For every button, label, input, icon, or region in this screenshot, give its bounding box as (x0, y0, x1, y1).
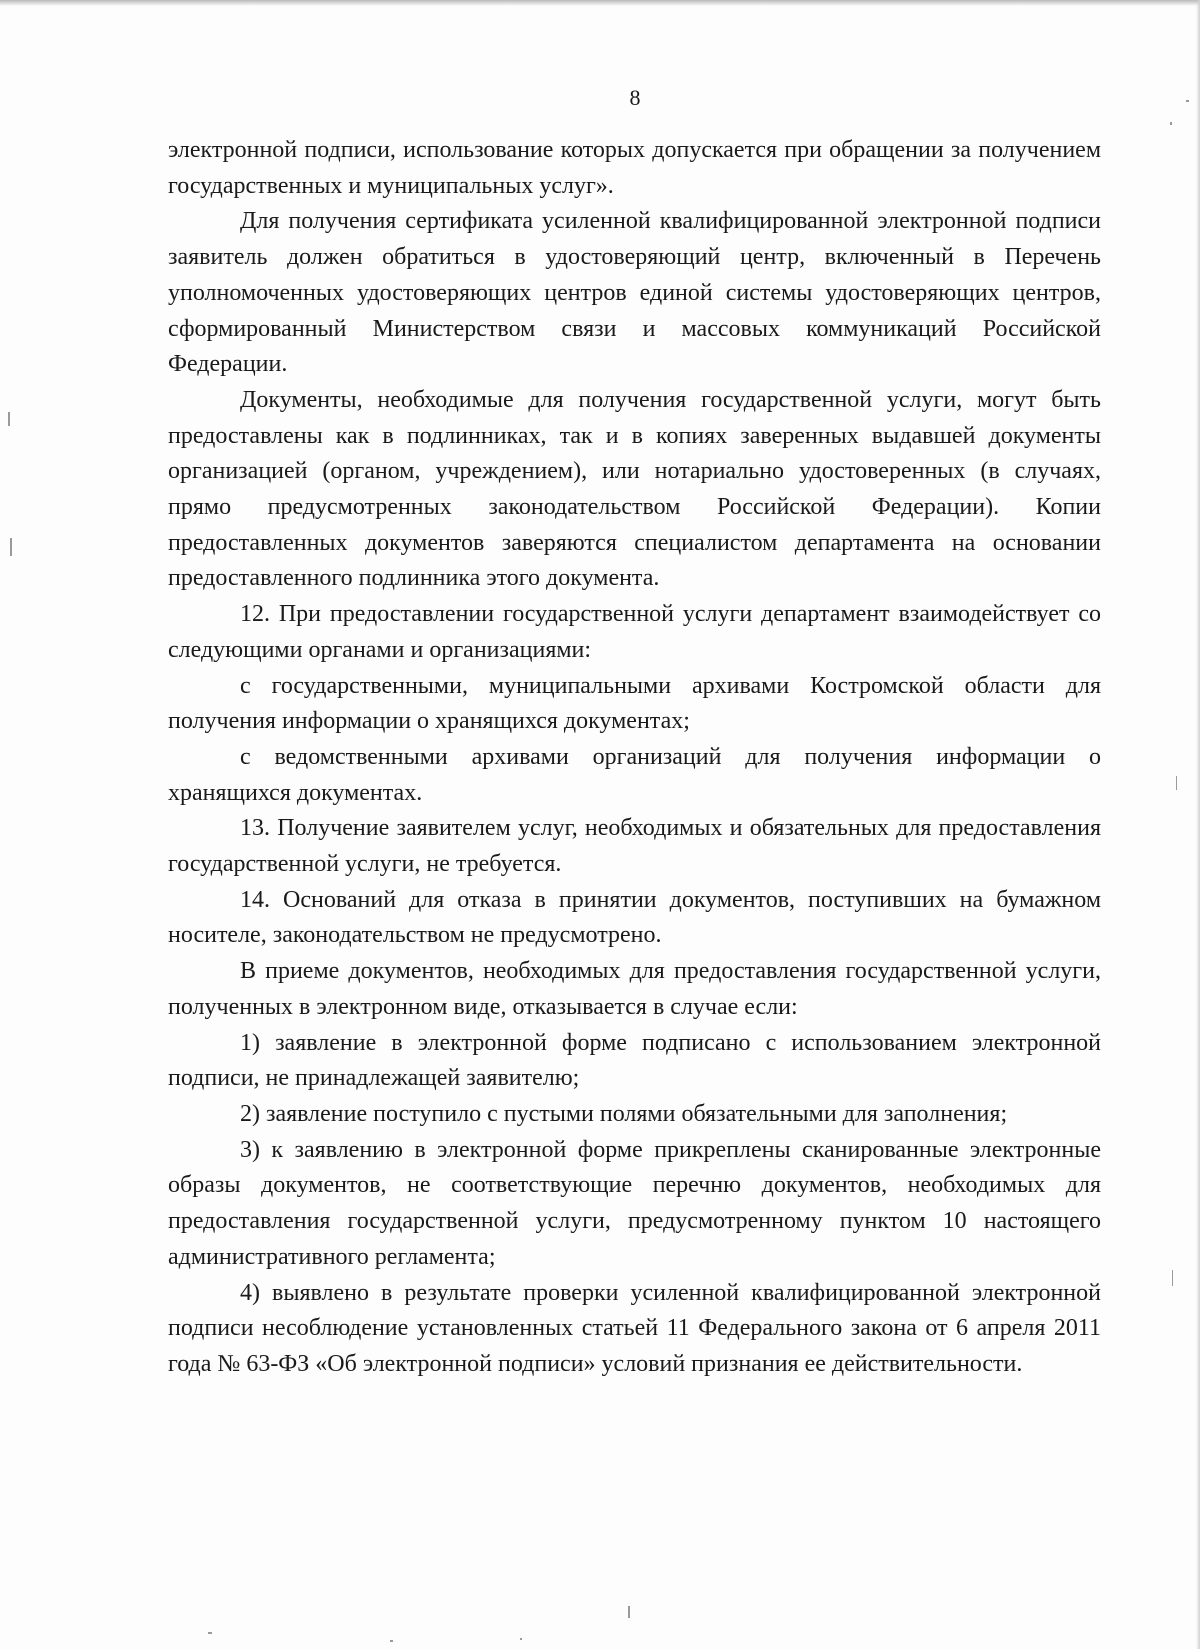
scan-speck (520, 1638, 522, 1640)
paragraph: Для получения сертификата усиленной квалифицированной электронной подписи заявитель должен обратиться в удостоверяющий центр, включенный в Перечень уполномоченных удостоверяющих центров единой системы удостоверяющих центров, сформированный Министерством связи и массовых коммуникаций Российской Федерации. (168, 208, 1101, 378)
paragraph: с ведомственными архивами организаций для получения информации о хранящихся документах. (168, 743, 1101, 806)
paragraph: 4) выявлено в результате проверки усиленной квалифицированной электронной подписи несоблюдение установленных статьей 11 Федерального закона от 6 апреля 2011 года № 63-ФЗ «Об электронной подписи» условий признания ее действительности. (168, 1279, 1101, 1377)
scan-speck (10, 538, 12, 556)
scan-speck (390, 1640, 393, 1642)
scan-speck (1172, 1270, 1173, 1286)
paragraph: 12. При предоставлении государственной услуги департамент взаимодействует со следующими органами и организациями: (168, 601, 1101, 663)
paragraph: 3) к заявлению в электронной форме прикреплены сканированные электронные образы документов, не соответствующие перечню документов, необходимых для предоставления государственной услуги, предусмотренному пунктом 10 настоящего административного регламента; (168, 1136, 1101, 1270)
scan-speck (208, 1632, 212, 1634)
paragraph: Документы, необходимые для получения государственной услуги, могут быть предоставлены как в подлинниках, так и в копиях заверенных выдавшей документы организацией (органом, учреждением), или нотариально удостоверенных (в случаях, прямо предусмотренных законодательством Российской Федерации). Копии предоставленных документов заверяются специалистом департамента на основании предоставленного подлинника этого документа. (168, 386, 1101, 592)
paragraph: электронной подписи, использование которых допускается при обращении за получением государственных и муниципальных услуг». (168, 137, 1101, 199)
paragraph: 1) заявление в электронной форме подписано с использованием электронной подписи, не принадлежащей заявителю; (168, 1029, 1101, 1092)
scan-edge-top (0, 0, 1200, 6)
body-text (168, 133, 1101, 1383)
paragraph: с государственными, муниципальными архивами Костромской области для получения информации о хранящихся документах; (168, 672, 1101, 735)
paragraph: 13. Получение заявителем услуг, необходимых и обязательных для предоставления государственной услуги, не требуется. (168, 815, 1101, 878)
scan-speck (628, 1606, 630, 1618)
page-number: 8 (629, 85, 641, 110)
paragraph: 14. Оснований для отказа в принятии документов, поступивших на бумажном носителе, законодательством не предусмотрено. (168, 886, 1101, 949)
paragraph: 2) заявление поступило с пустыми полями обязательными для заполнения; (240, 1100, 1008, 1127)
scan-speck (8, 412, 10, 426)
scan-edge-right (1196, 0, 1200, 1649)
scan-speck (1176, 776, 1177, 790)
scan-speck (1170, 122, 1172, 125)
paragraph: В приеме документов, необходимых для предоставления государственной услуги, полученных в электронном виде, отказывается в случае если: (168, 958, 1101, 1020)
